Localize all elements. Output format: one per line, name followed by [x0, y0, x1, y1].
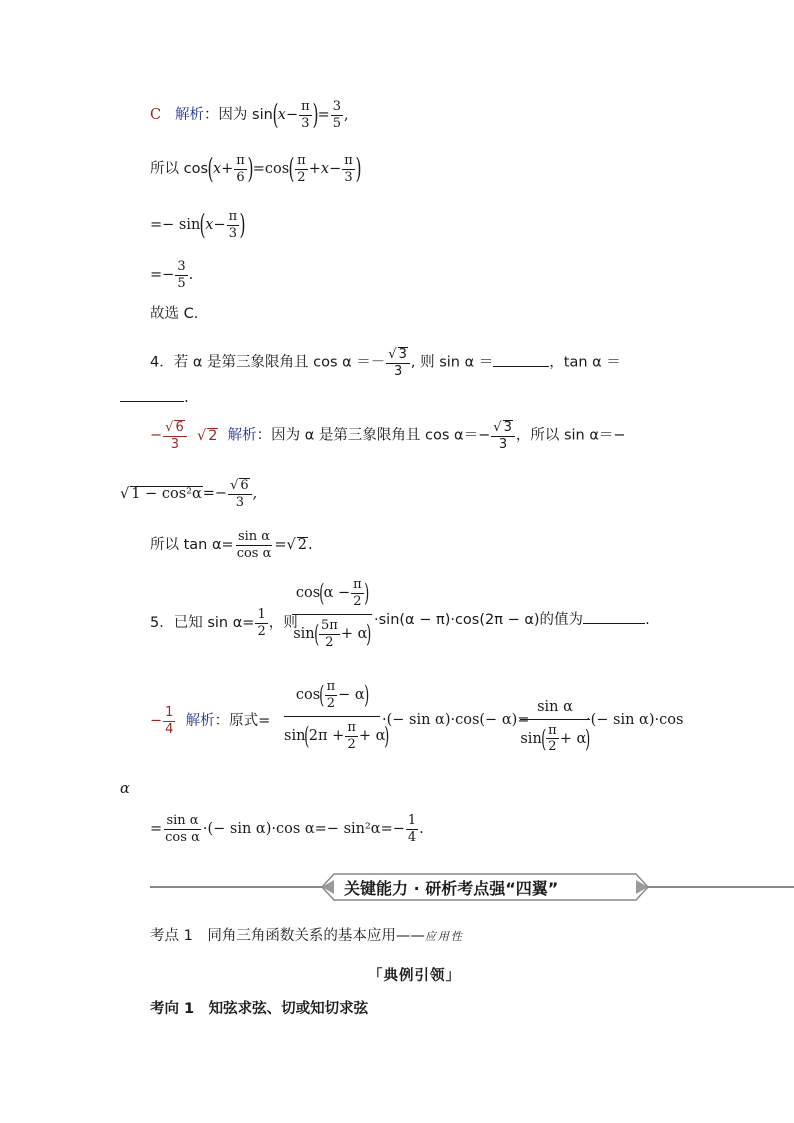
text: , 则 sin α ＝: [410, 354, 494, 371]
banner-title: 关键能力 · 研析考点强“四翼”: [344, 879, 559, 898]
fraction: $\frac{3}{5}$: [332, 99, 342, 131]
answer-blank[interactable]: [493, 366, 549, 367]
topic-heading: 考点 1 同角三角函数关系的基本应用——应用性: [150, 928, 464, 944]
answer-4-line2: √ 1 − cos²α=− √ $\frac{6}{3}$ ,: [120, 478, 257, 509]
text: ，所以 sin α＝−: [515, 427, 626, 444]
text: 4．若 α 是第三象限角且 cos α ＝－: [150, 354, 386, 371]
text: 所以 cos: [150, 161, 209, 178]
answer-5-fraction-1: cos( $\frac{\pi}{2}$ − α) sin(2π + $\frac{\pi}{2}$ + α): [284, 679, 390, 752]
answer-5-fraction-2: sin α sin( $\frac{\pi}{2}$ + α): [520, 699, 591, 755]
text: 5．已知 sin α=: [150, 615, 255, 632]
analysis-label: 解析: [174, 107, 204, 124]
fraction: $\frac{\text{sin α}}{\text{cos α}}$: [236, 529, 272, 561]
fraction: √ $\frac{3}{3}$: [491, 420, 515, 451]
answer-5-mid: ·(− sin α)·cos(− α)=: [382, 712, 530, 728]
analysis-label: 解析: [185, 713, 215, 730]
fraction: $\frac{1}{2}$: [257, 607, 266, 639]
answer-5-lead: − $\frac{1}{4}$ 解析：原式=: [150, 705, 271, 737]
text: ：因为 α 是第三象限角且 cos α＝−: [256, 427, 491, 444]
text: =cos: [252, 161, 290, 178]
fraction: $\frac{3}{5}$: [177, 259, 186, 291]
direction-heading: 考向 1 知弦求弦、切或知切求弦: [150, 1001, 369, 1017]
question-5-tail: ·sin(α − π)·cos(2π − α)的值为 .: [374, 612, 650, 628]
var-x: x: [277, 107, 286, 124]
punct: ,: [344, 107, 349, 124]
topic-tag: 应用性: [424, 930, 464, 943]
op: −: [285, 107, 299, 124]
fraction: $\frac{\pi}{2}$: [297, 153, 306, 185]
fraction: $\frac{\pi}{3}$: [228, 209, 238, 241]
fraction: $\frac{\text{sin α}}{\text{cos α}}$: [165, 813, 200, 845]
op: =: [317, 107, 330, 124]
question-5: [150, 608, 298, 638]
text: =− sin: [150, 217, 201, 234]
solution-3-line2: 所以 cos(x+ $\frac{\pi}{6}$ )=cos( $\frac{\pi}{2}$ +x− $\frac{\pi}{3}$ ): [150, 152, 362, 186]
text: 所以 tan α=: [150, 537, 234, 554]
sqrt2: √ 2: [197, 428, 218, 444]
fraction: $\frac{1}{4}$: [407, 813, 417, 845]
banner-rule-right: [636, 886, 794, 888]
text: ：原式=: [214, 713, 271, 730]
answer-5-wrap: α: [120, 781, 130, 797]
solution-3-conclusion: 故选 C.: [150, 306, 199, 322]
fraction: √ $\frac{6}{3}$: [228, 478, 252, 509]
question-4: [150, 347, 621, 378]
text: ：因为 sin: [203, 107, 273, 124]
fraction: $\frac{\pi}{3}$: [301, 99, 310, 131]
solution-3-line4: =− $\frac{3}{5}$ .: [150, 259, 194, 291]
text: =−: [150, 267, 175, 284]
answer-5-tail: ·(− sin α)·cos: [586, 712, 684, 728]
analysis-label: 解析: [227, 427, 257, 444]
fraction: $\frac{1}{4}$: [165, 705, 174, 737]
text: ，tan α ＝: [549, 354, 621, 371]
question-5-big-fraction: cos(α − $\frac{\pi}{2}$ ) sin( $\frac{5\pi}{2}$ + α): [293, 577, 372, 650]
fraction: √ $\frac{6}{3}$: [163, 420, 187, 451]
banner-rule-left: [150, 886, 340, 888]
answer-4-line1: [150, 420, 626, 451]
answer-blank[interactable]: [583, 623, 645, 624]
answer-choice: C: [150, 107, 162, 124]
fraction: $\frac{\pi}{6}$: [236, 153, 245, 185]
solution-3-line1: C 解析：因为 sin(x− $\frac{\pi}{3}$ )= $\frac{3}{5}$ ,: [150, 98, 349, 132]
answer-blank[interactable]: [120, 401, 184, 402]
text: −: [150, 427, 163, 444]
example-heading: 「典例引领」: [368, 968, 461, 984]
answer-4-line3: 所以 tan α= $\frac{\text{sin α}}{\text{cos α}}$ =√ 2.: [150, 530, 313, 560]
fraction: $\frac{\pi}{3}$: [344, 153, 353, 185]
solution-3-line3: =− sin(x− $\frac{\pi}{3}$ ): [150, 208, 246, 242]
fraction: √ $\frac{3}{3}$: [386, 347, 410, 378]
text: ，则: [268, 615, 298, 632]
answer-5-line2: = $\frac{\text{sin α}}{\text{cos α}}$ ·(− sin α)·cos α=− sin²α=− $\frac{1}{4}$ .: [150, 813, 424, 845]
question-4-line2: .: [120, 391, 189, 406]
